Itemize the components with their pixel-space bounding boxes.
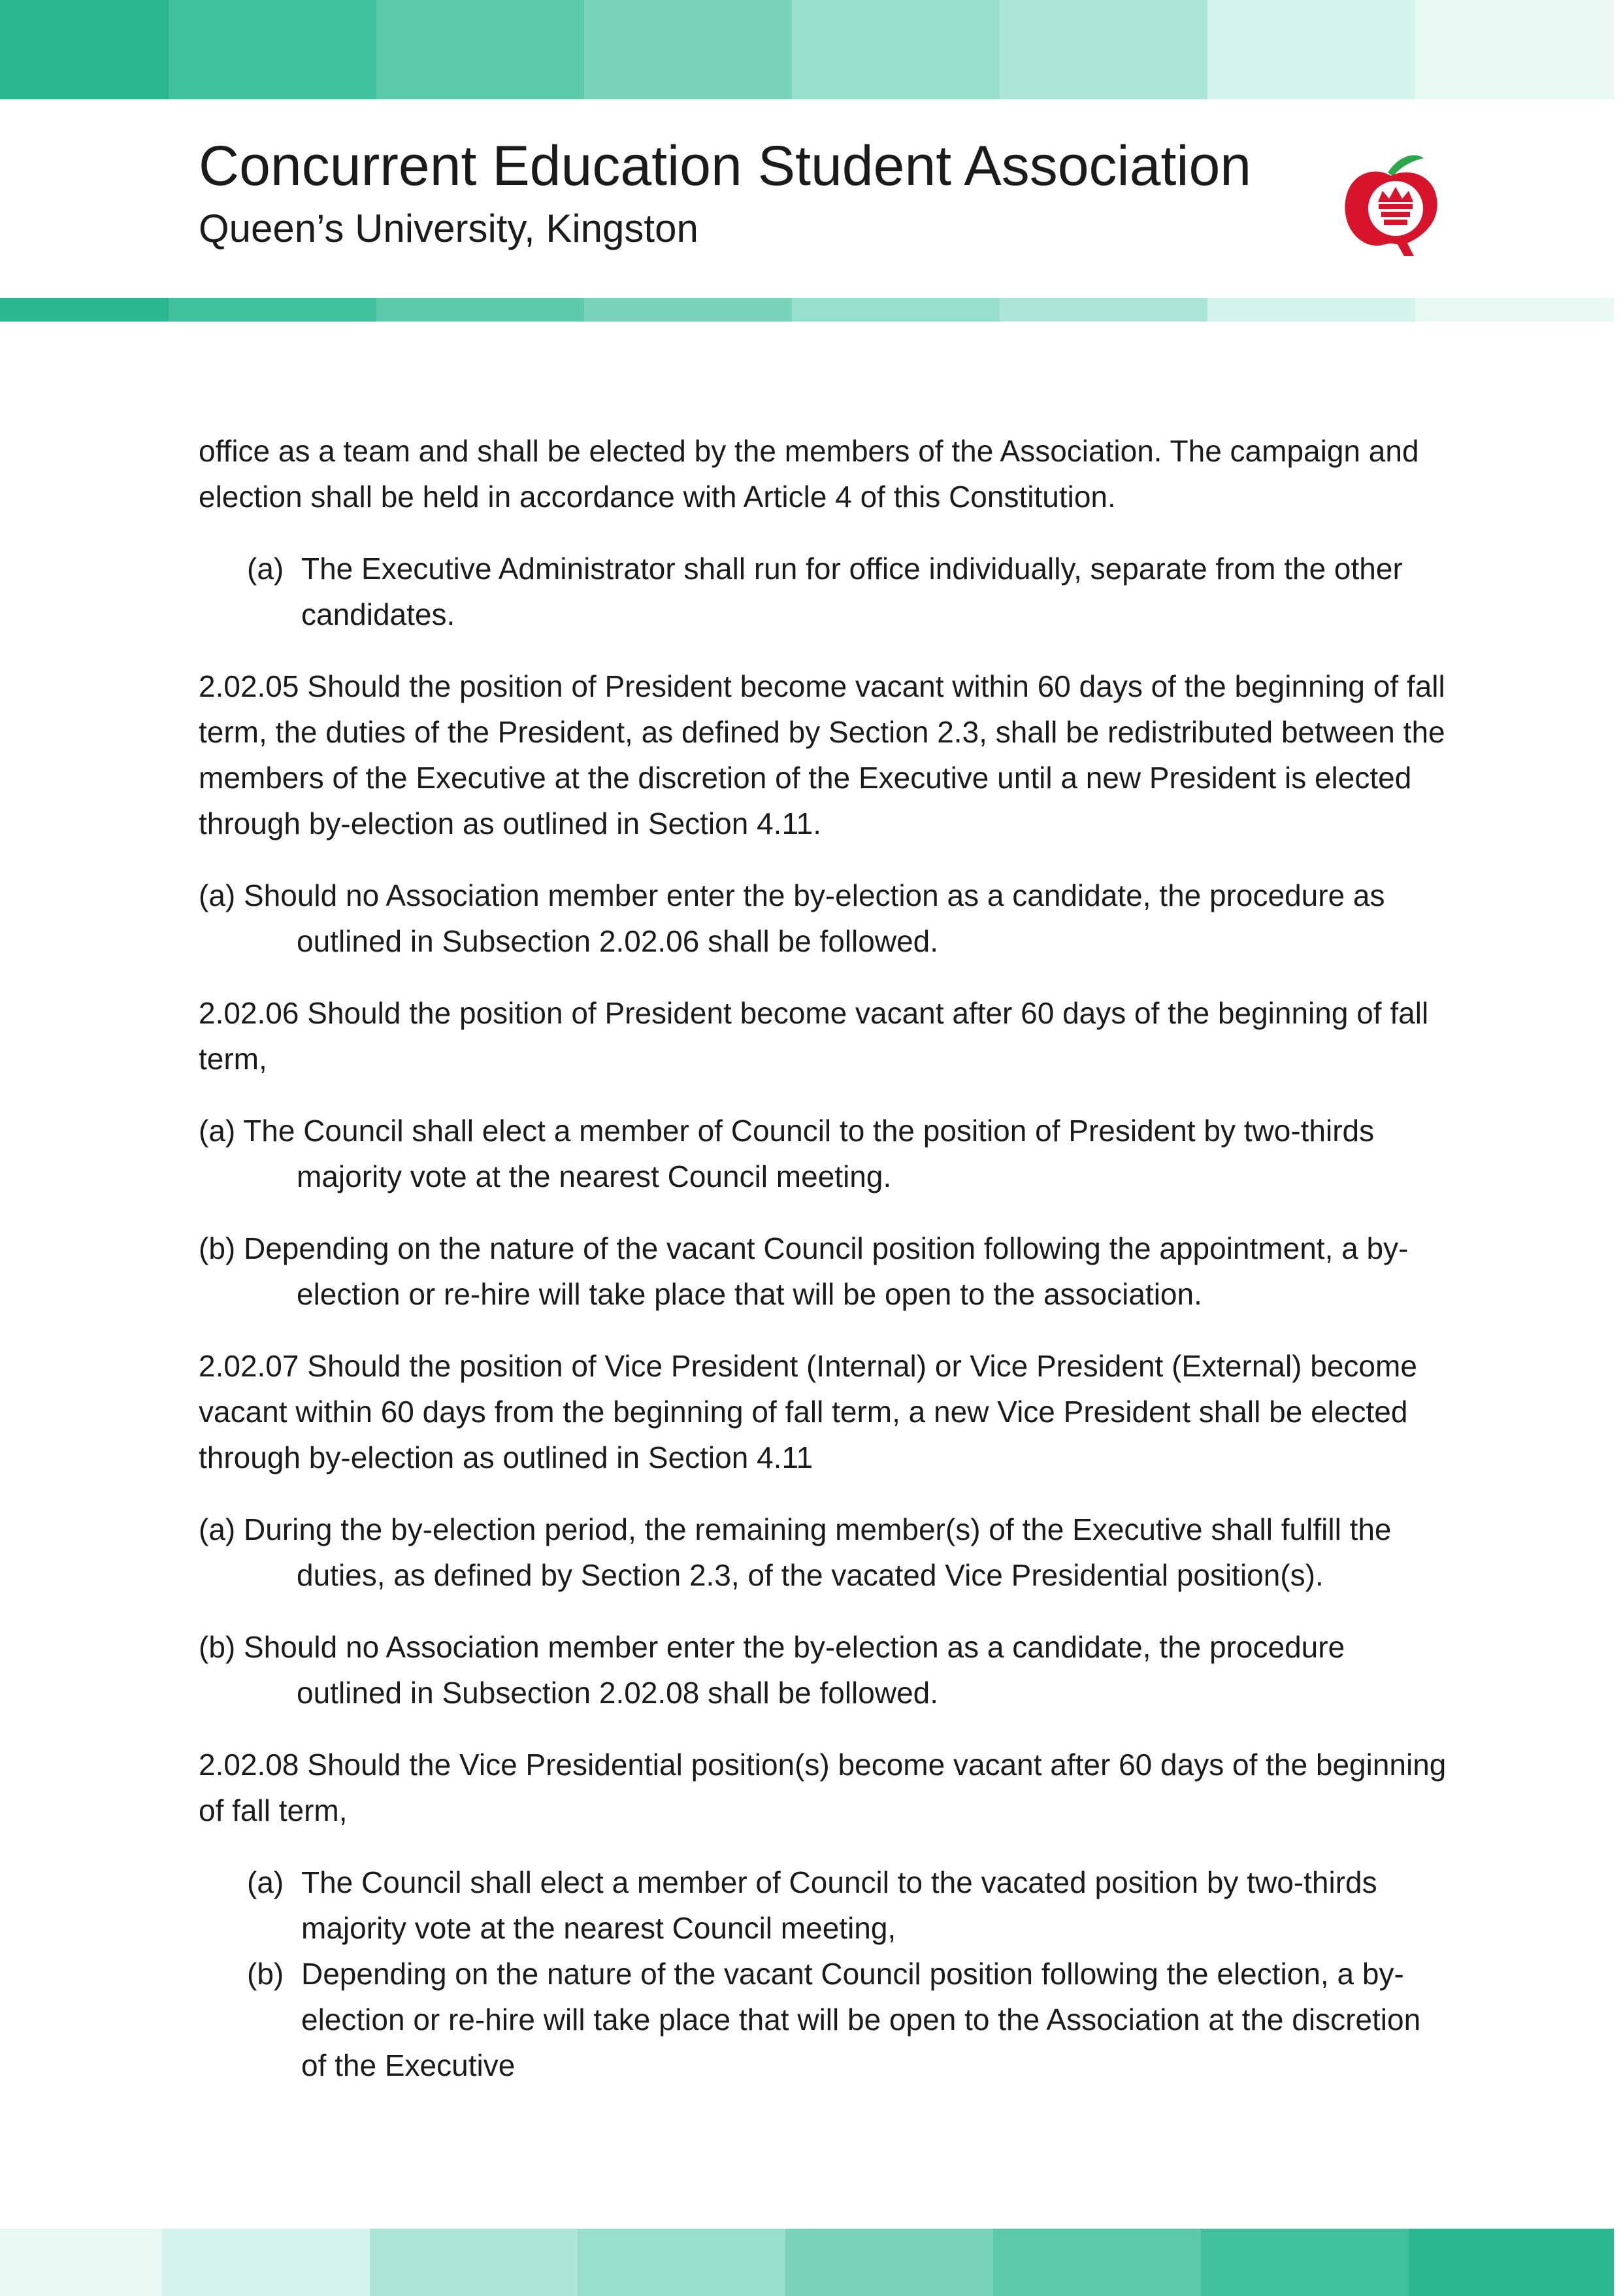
item-label: (a) [247, 552, 284, 586]
item-text: The Council shall elect a member of Council to the vacated position by two-thirds majority vote at the nearest Council meeting, [301, 1865, 1377, 1945]
section-2-02-06-b: (b) Depending on the nature of the vacant Council position following the appointment, a by-election or re-hire will take place that will be open to the association. [199, 1231, 1409, 1311]
section-2-02-07-a: (a) During the by-election period, the remaining member(s) of the Executive shall fulfill the duties, as defined by Section 2.3, of the vacated Vice Presidential position(s). [199, 1512, 1392, 1592]
list-item [199, 1859, 1453, 1951]
section-2-02-05-a: (a) Should no Association member enter the by-election as a candidate, the procedure as outlined in Subsection 2.02.06 shall be followed. [199, 878, 1385, 958]
footer-band-segment [578, 2229, 785, 2296]
header-band-segment [1000, 0, 1207, 99]
section-2-02-06: 2.02.06 Should the position of President become vacant after 60 days of the beginning of fall term, [199, 996, 1429, 1076]
section-2-02-06-a: (a) The Council shall elect a member of Council to the position of President by two-thirds majority vote at the nearest Council meeting. [199, 1114, 1375, 1193]
header-band-segment [0, 0, 169, 99]
footer-band-segment [1201, 2229, 1409, 2296]
footer-color-band [0, 2229, 1614, 2296]
footer-band-segment [162, 2229, 370, 2296]
section-2-02-07-b: (b) Should no Association member enter the by-election as a candidate, the procedure outlined in Subsection 2.02.08 shall be followed. [199, 1630, 1345, 1710]
section-2-02-05: 2.02.05 Should the position of President become vacant within 60 days of the beginning of fall term, the duties of the President, as defined by Section 2.3, shall be redistributed between the members of the Executive at the discretion of the Executive until a new President is elected through by-election as outlined in Section 4.11. [199, 669, 1445, 840]
item-label: (b) [247, 1957, 284, 1991]
header-band-segment [376, 0, 584, 99]
page-subtitle: Queen’s University, Kingston [199, 207, 698, 250]
header-band-segment [1415, 0, 1614, 99]
list-item [199, 1951, 1453, 2088]
divider-band-segment [1415, 298, 1614, 322]
footer-band-segment [993, 2229, 1201, 2296]
divider-band-segment [792, 298, 1000, 322]
footer-band-segment [0, 2229, 162, 2296]
footer-band-segment [370, 2229, 578, 2296]
divider-band-segment [1207, 298, 1415, 322]
item-label: (a) [247, 1865, 284, 1899]
paragraph-office-election: office as a team and shall be elected by the members of the Association. The campaign and election shall be held in accordance with Article 4 of this Constitution. [199, 434, 1419, 514]
header-color-band [0, 0, 1614, 99]
divider-band-segment [1000, 298, 1207, 322]
item-text: The Executive Administrator shall run for office individually, separate from the other candidates. [301, 552, 1403, 631]
item-text: Depending on the nature of the vacant Council position following the election, a by-election or re-hire will take place that will be open to the Association at the discretion of the Executive [301, 1957, 1421, 2082]
list-item [199, 546, 1453, 637]
footer-band-segment [785, 2229, 993, 2296]
section-2-02-08: 2.02.08 Should the Vice Presidential position(s) become vacant after 60 days of the beginning of fall term, [199, 1748, 1447, 1827]
footer-band-segment [1409, 2229, 1614, 2296]
header-band-segment [169, 0, 376, 99]
header-band-segment [584, 0, 792, 99]
divider-band-segment [376, 298, 584, 322]
document-body [199, 428, 1453, 2114]
header-band-segment [1207, 0, 1415, 99]
header-band-segment [792, 0, 1000, 99]
page-title: Concurrent Education Student Association [199, 135, 1252, 197]
apple-crown-icon [1336, 146, 1447, 258]
header-divider-band [0, 298, 1614, 322]
section-2-02-07: 2.02.07 Should the position of Vice President (Internal) or Vice President (External) become vacant within 60 days from the beginning of fall term, a new Vice President shall be elected through by-election as outlined in Section 4.11 [199, 1349, 1417, 1474]
divider-band-segment [0, 298, 169, 322]
divider-band-segment [584, 298, 792, 322]
divider-band-segment [169, 298, 376, 322]
